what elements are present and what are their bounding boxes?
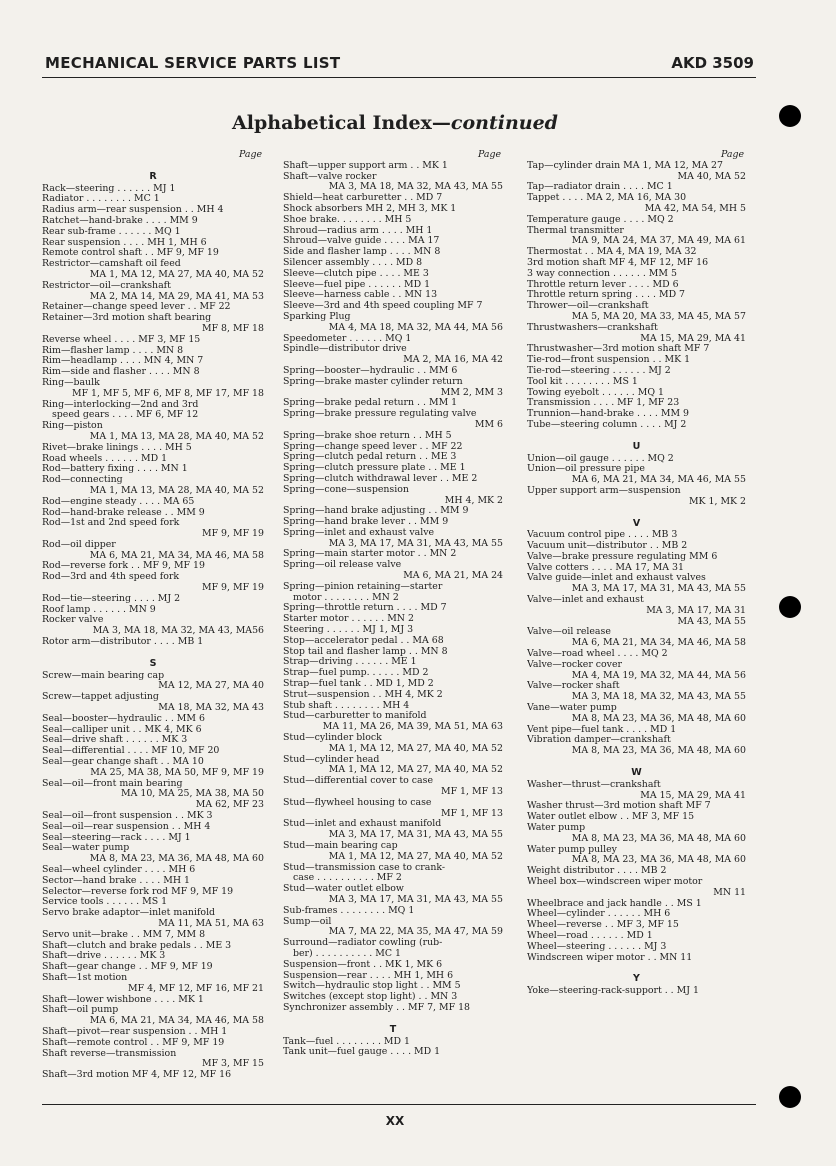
index-entry: Rod—hand-brake release . . MM 9 (42, 507, 205, 518)
index-entry: Reverse wheel . . . . MF 3, MF 15 (42, 334, 201, 345)
index-entry: Side and flasher lamp . . . . MN 8 (283, 247, 441, 258)
index-entry: Synchronizer assembly . . MF 7, MF 18 (283, 1002, 471, 1013)
index-entry: Strap—fuel tank . . MD 1, MD 2 (283, 679, 434, 690)
index-entry: Spring—cone—suspension (283, 484, 409, 495)
index-entry: Water pump pulley (527, 844, 617, 855)
index-entry-continuation: MA 42, MA 54, MH 5 (644, 203, 746, 214)
index-entry: Rear sub-frame . . . . . . MQ 1 (42, 226, 181, 237)
index-entry: Servo brake adaptor—inlet manifold (42, 908, 216, 919)
page-title (0, 112, 790, 134)
index-entry: Shaft—valve rocker (283, 171, 377, 182)
index-entry-continuation: MA 43, MA 55 (677, 616, 746, 627)
index-entry: Valve guide—inlet and exhaust valves (527, 573, 706, 584)
index-entry-continuation: MA 2, MA 14, MA 29, MA 41, MA 53 (89, 291, 264, 302)
index-entry-continuation: MA 3, MA 17, MA 31 (646, 605, 746, 616)
index-entry-continuation: MA 6, MA 21, MA 24 (403, 571, 503, 582)
index-entry-continuation: MM 6 (474, 419, 503, 430)
index-entry-continuation: MH 4, MK 2 (444, 495, 503, 506)
index-entry: Upper support arm—suspension (527, 485, 681, 496)
index-entry: Rim—flasher lamp . . . . MN 8 (42, 345, 184, 356)
index-entry: Spring—brake shoe return . . MH 5 (283, 430, 452, 441)
index-entry-continuation: MF 1, MF 13 (440, 787, 503, 798)
index-entry: Temperature gauge . . . . MQ 2 (527, 214, 674, 225)
index-entry-continuation: MF 3, MF 15 (201, 1059, 264, 1070)
index-entry: Rod—battery fixing . . . . MN 1 (42, 464, 188, 475)
index-entry: Shroud—radius arm . . . . MH 1 (283, 225, 433, 236)
index-entry: Towing eyebolt . . . . . . MQ 1 (527, 387, 664, 398)
index-entry: Spring—hand brake lever . . MM 9 (283, 517, 449, 528)
binder-hole-icon (779, 596, 801, 618)
index-entry: Valve—oil release (527, 627, 611, 638)
index-entry: Yoke—steering-rack-support . . MJ 1 (527, 986, 699, 997)
index-entry-continuation: MF 1, MF 13 (440, 808, 503, 819)
index-entry: Spring—main starter motor . . MN 2 (283, 549, 457, 560)
index-entry: Rod—1st and 2nd speed fork (42, 518, 180, 529)
index-entry: Seal—oil—front main bearing (42, 778, 183, 789)
index-entry-continuation: MA 6, MA 21, MA 34, MA 46, MA 58 (571, 638, 746, 649)
index-entry: Sleeve—harness cable . . MN 13 (283, 290, 438, 301)
index-entry: Stud—carburetter to manifold (283, 711, 427, 722)
index-entry-continuation: MA 1, MA 12, MA 27, MA 40, MA 52 (328, 743, 503, 754)
index-entry: Spring—brake pedal return . . MM 1 (283, 398, 458, 409)
index-entry: Ring—piston (42, 421, 103, 432)
index-entry: Sleeve—fuel pipe . . . . . . MD 1 (283, 279, 431, 290)
index-column-2 (283, 150, 503, 1058)
index-entry: Stud—water outlet elbow (283, 884, 404, 895)
index-entry: Sub-frames . . . . . . . . MQ 1 (283, 905, 415, 916)
index-entry: Rivet—brake linings . . . . MH 5 (42, 442, 192, 453)
index-entry: Rod—3rd and 4th speed fork (42, 572, 180, 583)
index-entry-continuation: MA 62, MF 23 (195, 800, 264, 811)
index-entry: Strut—suspension . . MH 4, MK 2 (283, 689, 443, 700)
index-entry: Tappet . . . . MA 2, MA 16, MA 30 (527, 193, 687, 204)
index-entry-continuation: MA 5, MA 20, MA 33, MA 45, MA 57 (571, 311, 746, 322)
index-entry: Trunnion—hand-brake . . . . MM 9 (527, 409, 690, 420)
index-entry: Valve—inlet and exhaust (527, 595, 644, 606)
index-entry-continuation: MA 7, MA 22, MA 35, MA 47, MA 59 (328, 927, 503, 938)
index-entry: Rod—connecting (42, 475, 123, 486)
index-entry: Restrictor—camshaft oil feed (42, 259, 181, 270)
index-entry: Stud—inlet and exhaust manifold (283, 819, 442, 830)
page-column-label: Page (720, 149, 744, 160)
index-entry: Tie-rod—front suspension . . MK 1 (527, 355, 691, 366)
index-entry-continuation: MA 11, MA 51, MA 63 (158, 918, 264, 929)
index-entry: Shield—heat carburetter . . MD 7 (283, 193, 443, 204)
index-entry: Rod—oil dipper (42, 539, 116, 550)
index-entry: Tap—radiator drain . . . . MC 1 (527, 182, 673, 193)
index-entry-continuation: MA 15, MA 29, MA 41 (640, 333, 746, 344)
index-entry: Servo unit—brake . . MM 7, MM 8 (42, 929, 206, 940)
index-entry: Spring—inlet and exhaust valve (283, 527, 435, 538)
index-entry: Tank unit—fuel gauge . . . . MD 1 (283, 1047, 441, 1058)
index-entry: Rod—engine steady . . . . MA 65 (42, 496, 195, 507)
index-entry: Sleeve—clutch pipe . . . . ME 3 (283, 268, 429, 279)
index-entry: Union—oil pressure pipe (527, 464, 645, 475)
index-entry: Retainer—3rd motion shaft bearing (42, 313, 212, 324)
index-entry: Wheel—cylinder . . . . . . MH 6 (527, 909, 671, 920)
header-rule (42, 77, 756, 78)
index-entry: Valve—rocker shaft (527, 681, 620, 692)
index-entry-continuation: MA 3, MA 18, MA 32, MA 43, MA 55 (571, 692, 746, 703)
index-entry: Spring—brake pressure regulating valve (283, 409, 477, 420)
section-letter: V (632, 517, 641, 529)
index-entry: Seal—differential . . . . MF 10, MF 20 (42, 746, 220, 757)
index-entry-continuation: MA 6, MA 21, MA 34, MA 46, MA 58 (89, 1016, 264, 1027)
index-entry: Speedometer . . . . . . MQ 1 (283, 333, 412, 344)
index-entry: Washer thrust—3rd motion shaft MF 7 (527, 801, 711, 812)
index-entry-continuation: MA 15, MA 29, MA 41 (640, 790, 746, 801)
index-entry: Shroud—valve guide . . . . MA 17 (283, 236, 440, 247)
index-entry-continuation: MA 3, MA 18, MA 32, MA 43, MA56 (92, 626, 264, 637)
index-entry: Shaft—1st motion (42, 972, 128, 983)
index-entry: Radius arm—rear suspension . . MH 4 (42, 205, 224, 216)
index-entry: Thermostat . . MA 4, MA 19, MA 32 (527, 247, 697, 258)
index-entry: Stud—flywheel housing to case (283, 797, 432, 808)
index-entry: Shaft—clutch and brake pedals . . ME 3 (42, 940, 232, 951)
index-entry: Stud—cylinder head (283, 754, 380, 765)
index-entry: Sector—hand brake . . . . MH 1 (42, 875, 190, 886)
index-entry: Shaft—3rd motion MF 4, MF 12, MF 16 (42, 1070, 232, 1081)
index-entry: Screw—tappet adjusting (42, 692, 159, 703)
index-entry: Union—oil gauge . . . . . . MQ 2 (527, 453, 674, 464)
index-entry: Surround—radiator cowling (rub- (283, 938, 443, 949)
index-entry-continuation: motor . . . . . . . . MN 2 (293, 592, 399, 603)
index-entry-continuation: MM 2, MM 3 (440, 387, 503, 398)
index-entry-continuation: MA 3, MA 17, MA 31, MA 43, MA 55 (571, 584, 746, 595)
title-main: Alphabetical Index— (232, 112, 451, 134)
index-entry: Silencer assembly . . . . MD 8 (283, 257, 423, 268)
index-entry: Shoe brake. . . . . . . . MH 5 (283, 214, 412, 225)
index-entry: Spring—clutch pressure plate . . ME 1 (283, 463, 466, 474)
index-entry: Shaft—drive . . . . . . MK 3 (42, 951, 166, 962)
index-entry: Washer—thrust—crankshaft (527, 779, 661, 790)
index-entry: Thrustwashers—crankshaft (527, 322, 658, 333)
index-entry: Water outlet elbow . . MF 3, MF 15 (527, 812, 695, 823)
index-entry: Seal—steering—rack . . . . MJ 1 (42, 832, 191, 843)
index-entry: Shaft—pivot—rear suspension . . MH 1 (42, 1026, 228, 1037)
index-entry: Valve cotters . . . . MA 17, MA 31 (527, 562, 684, 573)
index-entry: Road wheels . . . . . . MD 1 (42, 453, 168, 464)
index-entry-continuation: MK 1, MK 2 (688, 496, 746, 507)
index-entry-continuation: MA 6, MA 21, MA 34, MA 46, MA 55 (571, 475, 746, 486)
index-entry: Wheel—reverse . . MF 3, MF 15 (527, 920, 679, 931)
index-entry-continuation: ber) . . . . . . . . . . MC 1 (293, 948, 401, 959)
index-column-1 (42, 150, 264, 1081)
index-entry: Vibration damper—crankshaft (527, 735, 671, 746)
index-entry-continuation: speed gears . . . . MF 6, MF 12 (52, 410, 199, 421)
index-entry-continuation: MA 8, MA 23, MA 36, MA 48, MA 60 (571, 833, 746, 844)
index-entry: Spring—brake master cylinder return (283, 376, 463, 387)
index-entry: Tool kit . . . . . . . . MS 1 (527, 376, 638, 387)
index-entry: Rotor arm—distributor . . . . MB 1 (42, 637, 204, 648)
index-entry: Valve—brake pressure regulating MM 6 (527, 551, 718, 562)
index-entry: Rocker valve (42, 615, 104, 626)
index-entry: Sleeve—3rd and 4th speed coupling MF 7 (283, 301, 483, 312)
index-entry: Spring—change speed lever . . MF 22 (283, 441, 463, 452)
index-entry: Seal—drive shaft . . . . . . MK 3 (42, 735, 188, 746)
index-entry: Spring—booster—hydraulic . . MM 6 (283, 365, 458, 376)
document-code: AKD 3509 (671, 54, 754, 72)
index-entry: Valve—rocker cover (527, 659, 623, 670)
index-entry-continuation: MF 4, MF 12, MF 16, MF 21 (128, 983, 264, 994)
index-entry: Spring—hand brake adjusting . . MM 9 (283, 506, 469, 517)
index-entry: Switches (except stop light) . . MN 3 (283, 992, 458, 1003)
index-entry: Wheel—road . . . . . . MD 1 (527, 930, 653, 941)
index-entry: Stud—main bearing cap (283, 841, 398, 851)
index-entry-continuation: MA 10, MA 25, MA 38, MA 50 (121, 789, 264, 800)
index-entry-continuation: MA 25, MA 38, MA 50, MF 9, MF 19 (90, 767, 264, 778)
index-entry: Shaft—oil pump (42, 1005, 119, 1016)
index-entry: Shaft reverse—transmission (42, 1048, 177, 1059)
section-letter: T (389, 1023, 397, 1035)
index-entry: Rack—steering . . . . . . MJ 1 (42, 183, 176, 194)
section-letter: W (631, 767, 642, 779)
index-entry: 3 way connection . . . . . . MM 5 (527, 268, 677, 279)
index-entry: Seal—oil—rear suspension . . MH 4 (42, 821, 211, 832)
index-entry: Shaft—remote control . . MF 9, MF 19 (42, 1037, 225, 1048)
section-letter: U (632, 440, 641, 452)
index-entry: Rod—tie—steering . . . . MJ 2 (42, 593, 181, 604)
index-entry: Shaft—upper support arm . . MK 1 (283, 160, 448, 171)
index-entry: Tank—fuel . . . . . . . . MD 1 (283, 1036, 410, 1047)
index-entry: Shaft—lower wishbone . . . . MK 1 (42, 994, 204, 1005)
index-entry: Rim—headlamp . . . . MN 4, MN 7 (42, 356, 204, 367)
section-letter: R (149, 170, 157, 182)
index-entry: Throttle return lever . . . . MD 6 (527, 279, 679, 290)
index-entry: Seal—calliper unit . . MK 4, MK 6 (42, 724, 202, 735)
index-entry: Thermal transmitter (527, 225, 624, 236)
section-letter: S (149, 657, 157, 669)
index-entry: Thrower—oil—crankshaft (527, 301, 649, 312)
index-entry: Screw—main bearing cap (42, 670, 165, 681)
index-entry-continuation: MF 1, MF 5, MF 6, MF 8, MF 17, MF 18 (71, 388, 264, 399)
index-entry-continuation: MA 3, MA 17, MA 31, MA 43, MA 55 (328, 538, 503, 549)
page-header-title: MECHANICAL SERVICE PARTS LIST (45, 54, 341, 72)
index-entry: Wheel—steering . . . . . . MJ 3 (527, 941, 667, 952)
index-entry: Vacuum unit—distributor . . MB 2 (527, 541, 688, 552)
index-entry: Remote control shaft . . MF 9, MF 19 (42, 248, 219, 259)
index-entry: Radiator . . . . . . . . MC 1 (42, 194, 160, 205)
index-entry-continuation: MA 9, MA 24, MA 37, MA 49, MA 61 (571, 236, 746, 247)
page-column-label: Page (238, 149, 262, 160)
index-entry-continuation: MA 4, MA 18, MA 32, MA 44, MA 56 (328, 322, 503, 333)
index-entry: Seal—oil—front suspension . . MK 3 (42, 811, 213, 822)
index-entry-continuation: MA 1, MA 12, MA 27, MA 40, MA 52 (328, 851, 503, 862)
index-entry-continuation: case . . . . . . . . . . MF 2 (293, 873, 402, 884)
index-entry: Stop tail and flasher lamp . . MN 8 (283, 646, 448, 657)
index-entry-continuation: MA 6, MA 21, MA 34, MA 46, MA 58 (89, 550, 264, 561)
index-entry: Tie-rod—steering . . . . . . MJ 2 (527, 365, 671, 376)
index-entry: Stud—cylinder block (283, 733, 382, 744)
index-entry-continuation: MA 1, MA 13, MA 28, MA 40, MA 52 (89, 431, 264, 442)
index-entry: Spring—throttle return . . . . MD 7 (283, 603, 447, 614)
index-entry: Stub shaft . . . . . . . . MH 4 (283, 700, 410, 711)
index-entry: Tube—steering column . . . . MJ 2 (527, 419, 687, 430)
index-entry: Stop—accelerator pedal . . MA 68 (283, 635, 444, 646)
index-entry: Restrictor—oil—crankshaft (42, 280, 171, 291)
index-entry: Seal—water pump (42, 843, 130, 854)
index-entry-continuation: MA 1, MA 12, MA 27, MA 40, MA 52 (328, 765, 503, 776)
footer-rule (42, 1104, 756, 1105)
index-entry: Wheelbrace and jack handle . . MS 1 (527, 898, 702, 909)
index-entry: Sump—oil (283, 916, 332, 927)
index-entry-continuation: MA 1, MA 13, MA 28, MA 40, MA 52 (89, 485, 264, 496)
index-entry: Thrustwasher—3rd motion shaft MF 7 (527, 344, 710, 355)
index-entry: Roof lamp . . . . . . MN 9 (42, 604, 156, 615)
index-entry: Spring—clutch pedal return . . ME 3 (283, 452, 457, 463)
index-entry: Transmission . . . . MF 1, MF 23 (527, 398, 680, 409)
index-entry: Shaft—gear change . . MF 9, MF 19 (42, 962, 213, 973)
index-entry: Rear suspension . . . . MH 1, MH 6 (42, 237, 207, 248)
index-entry: Service tools . . . . . . MS 1 (42, 897, 168, 908)
index-entry-continuation: MN 11 (713, 887, 746, 898)
index-entry: 3rd motion shaft MF 4, MF 12, MF 16 (527, 257, 709, 268)
index-entry: Sparking Plug (283, 311, 351, 322)
index-entry: Vent pipe—fuel tank . . . . MD 1 (527, 724, 677, 735)
index-entry: Shock absorbers MH 2, MH 3, MK 1 (283, 203, 457, 214)
index-entry: Seal—gear change shaft . . MA 10 (42, 757, 204, 768)
index-entry: Ring—baulk (42, 377, 100, 388)
index-entry-continuation: MA 2, MA 16, MA 42 (403, 355, 503, 366)
index-entry: Windscreen wiper motor . . MN 11 (527, 952, 693, 963)
index-entry-continuation: MA 4, MA 19, MA 32, MA 44, MA 56 (571, 670, 746, 681)
index-entry: Seal—wheel cylinder . . . . MH 6 (42, 865, 196, 875)
index-entry-continuation: MA 3, MA 17, MA 31, MA 43, MA 55 (328, 830, 503, 841)
index-entry-continuation: MA 40, MA 52 (677, 171, 746, 182)
index-entry: Steering . . . . . . MJ 1, MJ 3 (283, 625, 414, 636)
index-entry: Spindle—distributor drive (283, 344, 407, 355)
index-column-3 (527, 150, 746, 997)
index-entry: Valve—road wheel . . . . MQ 2 (527, 649, 668, 660)
index-entry: Spring—pinion retaining—starter (283, 581, 443, 592)
page-column-label: Page (477, 149, 501, 160)
index-entry-continuation: MA 11, MA 26, MA 39, MA 51, MA 63 (322, 722, 503, 733)
index-entry: Spring—oil release valve (283, 560, 402, 571)
index-entry: Throttle return spring . . . . MD 7 (527, 290, 686, 301)
index-entry: Strap—fuel pump. . . . . . MD 2 (283, 668, 429, 679)
title-continued: continued (450, 112, 558, 134)
index-entry: Rim—side and flasher . . . . MN 8 (42, 367, 200, 378)
index-entry: Vane—water pump (527, 703, 617, 714)
index-entry-continuation: MA 3, MA 18, MA 32, MA 43, MA 55 (328, 182, 503, 193)
index-entry: Rod—reverse fork . . MF 9, MF 19 (42, 561, 205, 572)
binder-hole-icon (779, 1086, 801, 1108)
index-entry-continuation: MA 3, MA 17, MA 31, MA 43, MA 55 (328, 894, 503, 905)
index-entry: Seal—booster—hydraulic . . MM 6 (42, 713, 205, 724)
index-entry: Suspension—front . . MK 1, MK 6 (283, 959, 443, 970)
index-entry: Switch—hydraulic stop light . . MM 5 (283, 981, 461, 992)
index-entry: Strap—driving . . . . . . ME 1 (283, 657, 417, 668)
index-entry: Vacuum control pipe . . . . MB 3 (527, 530, 678, 541)
index-entry: Spring—clutch withdrawal lever . . ME 2 (283, 473, 478, 484)
index-entry-continuation: MA 1, MA 12, MA 27, MA 40, MA 52 (89, 269, 264, 280)
index-entry: Ring—interlocking—2nd and 3rd (42, 399, 199, 410)
index-entry-continuation: MF 9, MF 19 (201, 583, 264, 594)
index-entry: Tap—cylinder drain MA 1, MA 12, MA 27 (527, 160, 723, 171)
index-entry: Stud—transmission case to crank- (283, 862, 446, 873)
index-entry: Water pump (527, 823, 586, 834)
index-entry: Stud—differential cover to case (283, 776, 434, 787)
section-letter: Y (633, 973, 640, 985)
index-entry-continuation: MA 8, MA 23, MA 36, MA 48, MA 60 (571, 713, 746, 724)
index-entry: Selector—reverse fork rod MF 9, MF 19 (42, 886, 234, 897)
index-entry-continuation: MF 9, MF 19 (201, 529, 264, 540)
index-entry-continuation: MA 12, MA 27, MA 40 (158, 681, 264, 692)
index-entry-continuation: MF 8, MF 18 (201, 323, 264, 334)
index-entry-continuation: MA 8, MA 23, MA 36, MA 48, MA 60 (571, 746, 746, 757)
index-entry-continuation: MA 8, MA 23, MA 36, MA 48, MA 60 (571, 855, 746, 866)
index-entry: Suspension—rear . . . . MH 1, MH 6 (283, 970, 454, 981)
index-entry: Weight distributor . . . . MB 2 (527, 866, 667, 877)
index-entry: Retainer—change speed lever . . MF 22 (42, 302, 231, 313)
index-entry-continuation: MA 18, MA 32, MA 43 (158, 703, 264, 714)
index-entry: Ratchet—hand-brake . . . . MM 9 (42, 215, 198, 226)
index-entry-continuation: MA 8, MA 23, MA 36, MA 48, MA 60 (89, 854, 264, 865)
page-number: XX (385, 1114, 405, 1128)
index-entry: Starter motor . . . . . . MN 2 (283, 614, 414, 625)
index-entry: Wheel box—windscreen wiper motor (527, 877, 703, 887)
